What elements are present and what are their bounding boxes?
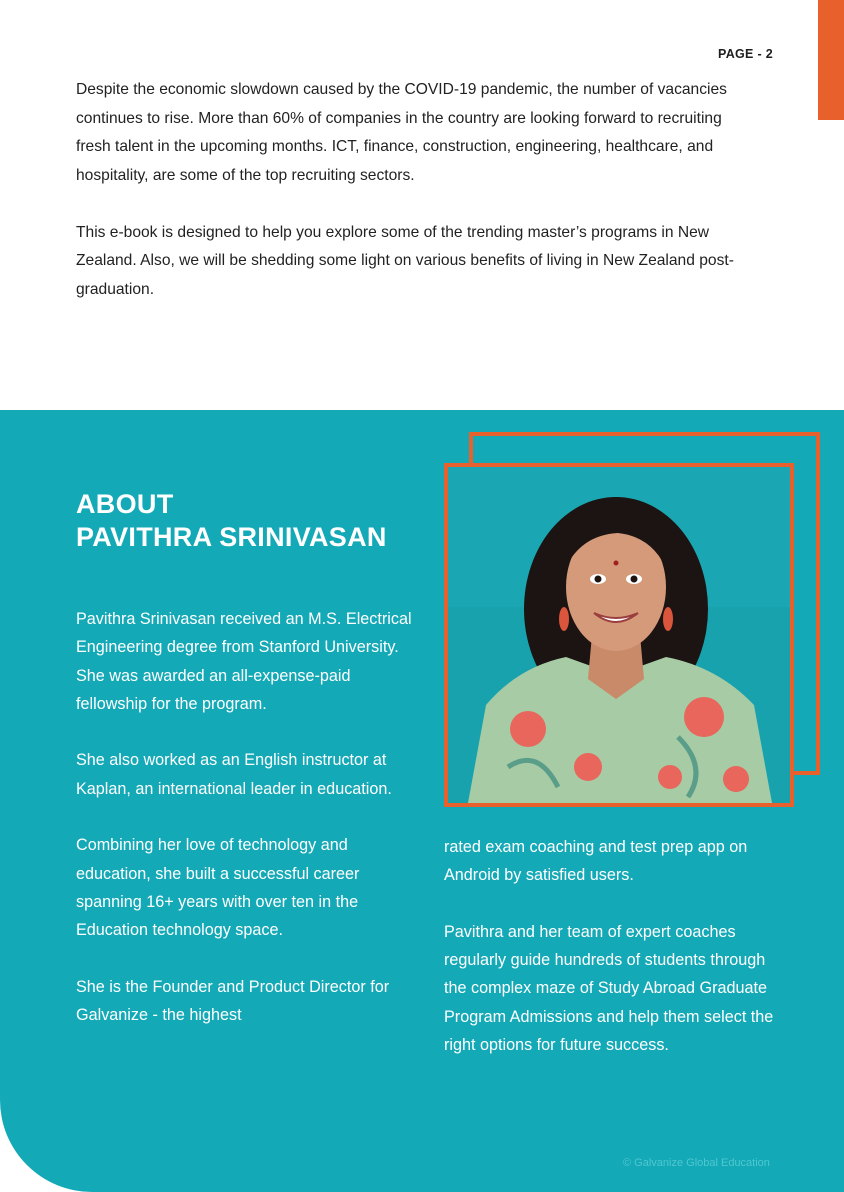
intro-section — [76, 76, 756, 333]
copyright-notice: © Galvanize Global Education — [623, 1157, 770, 1169]
bio-paragraph: rated exam coaching and test prep app on Android by satisfied users. — [444, 838, 748, 885]
bio-paragraph: Combining her love of technology and education, she built a successful career spanning 16+ years with over ten in the Education technology space. — [76, 836, 360, 940]
about-left-column — [76, 605, 416, 1058]
bio-paragraph: Pavithra and her team of expert coaches regularly guide hundreds of students through the complex maze of Study Abroad Graduate Program Admissions and help them select the right options for future success. — [444, 922, 774, 1055]
about-heading-name: PAVITHRA SRINIVASAN — [76, 522, 387, 552]
bio-paragraph: Pavithra Srinivasan received an M.S. Electrical Engineering degree from Stanford University. She was awarded an all-expense-paid fellowship for the program. — [76, 610, 412, 713]
intro-paragraph: Despite the economic slowdown caused by the COVID-19 pandemic, the number of vacancies continues to rise. More than 60% of companies in the country are looking forward to recruiting fresh talent in the upcoming months. ICT, finance, construction, engineering, healthcare, and hospitality, are some of the top recruiting sectors. — [76, 81, 727, 184]
about-right-column — [444, 833, 784, 1088]
intro-paragraph: This e-book is designed to help you explore some of the trending master’s programs in New Zealand. Also, we will be shedding some light on various benefits of living in New Zealand post-graduation. — [76, 223, 734, 298]
page-number: PAGE - 2 — [718, 47, 773, 61]
bio-paragraph: She also worked as an English instructor at Kaplan, an international leader in education. — [76, 751, 392, 798]
corner-accent-tab — [818, 0, 844, 120]
about-heading-line: ABOUT — [76, 489, 174, 519]
bio-paragraph: She is the Founder and Product Director for Galvanize - the highest — [76, 977, 390, 1025]
portrait-photo — [444, 463, 794, 807]
portrait-illustration — [448, 467, 790, 803]
about-heading — [76, 488, 387, 554]
